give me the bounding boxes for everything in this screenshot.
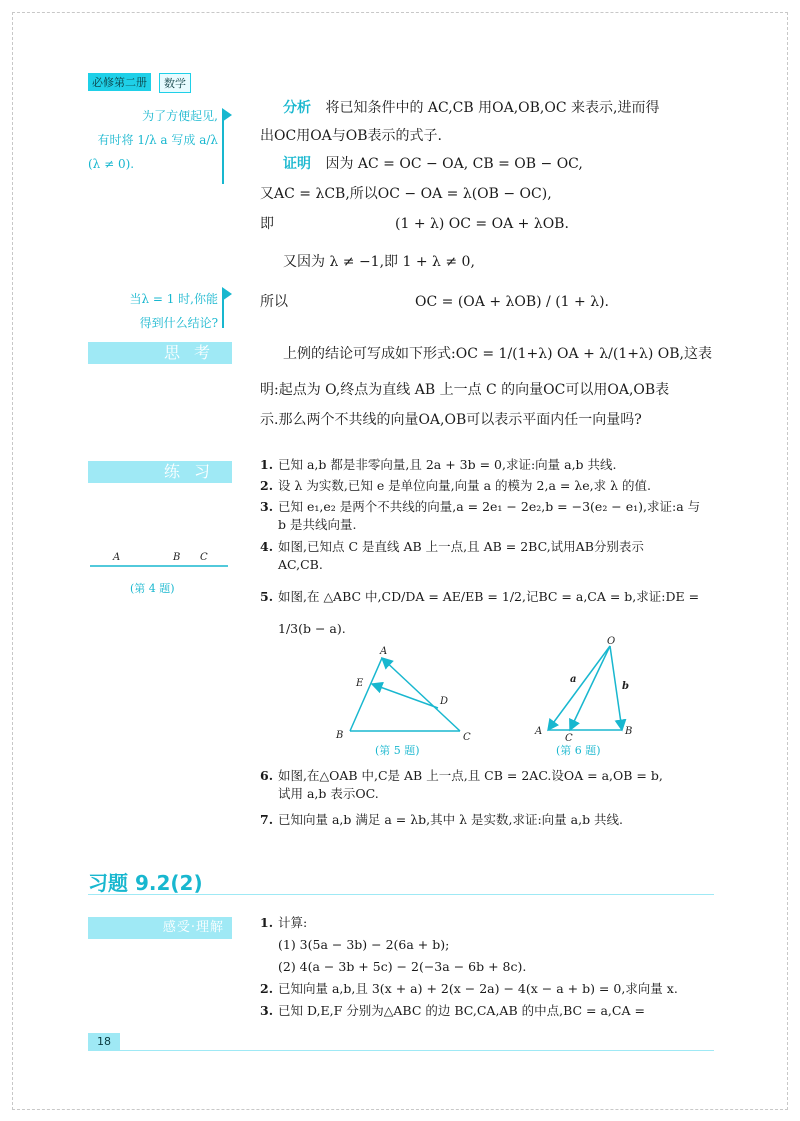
- list-item: [260, 811, 720, 829]
- item-text: 如图,已知点 C 是直线 AB 上一点,且 AB = 2BC,试用AB分别表示: [278, 539, 644, 554]
- think-line-1: 上例的结论可写成如下形式:OC = 1/(1+λ) OA + λ/(1+λ) OB,这表: [283, 346, 712, 362]
- page-number: 18: [88, 1033, 120, 1051]
- list-item: [260, 556, 720, 574]
- figure-6-caption: (第 6 题): [556, 744, 601, 757]
- analysis-text: 将已知条件中的 AC,CB 用OA,OB,OC 来表示,进而得: [325, 100, 660, 116]
- point-label-a: A: [380, 646, 388, 657]
- list-item: [260, 498, 720, 516]
- item-num: 1.: [260, 915, 274, 930]
- figure-5: [330, 636, 480, 746]
- vector-oa: [548, 646, 610, 730]
- think-line-2: 明:起点为 O,终点为直线 AB 上一点 C 的向量OC可以用OA,OB表: [260, 382, 670, 398]
- list-item: [260, 914, 720, 932]
- list-item: [260, 538, 720, 556]
- book-tag: 必修第二册: [88, 73, 151, 91]
- practice-bar: 练习: [88, 461, 232, 483]
- list-item: [260, 516, 720, 534]
- point-label-b: B: [336, 730, 344, 741]
- item-num: 3.: [260, 499, 274, 514]
- item-text: 已知向量 a,b,且 3(x + a) + 2(x − 2a) − 4(x − a + b) = 0,求向量 x.: [278, 981, 678, 996]
- list-item: [260, 477, 720, 495]
- point-label-a: A: [535, 726, 543, 737]
- list-item: [260, 456, 720, 474]
- vector-label-b: b: [622, 681, 629, 692]
- proof-text: 因为 AC = OC − OA, CB = OB − OC,: [325, 156, 583, 172]
- vector-ob: [610, 646, 622, 730]
- figure-6: [530, 634, 640, 744]
- triangle-marker-icon: [222, 287, 232, 301]
- list-item: [260, 1002, 720, 1020]
- margin-note-line: 得到什么结论?: [139, 316, 218, 330]
- item-text: 设 λ 为实数,已知 e 是单位向量,向量 a 的模为 2,a = λe,求 λ 的值.: [278, 478, 651, 493]
- point-label-a: A: [113, 552, 121, 563]
- item-num: 3.: [260, 1003, 274, 1018]
- list-item: [260, 620, 720, 638]
- list-item: [260, 588, 720, 606]
- item-num: 6.: [260, 768, 274, 783]
- item-text: 试用 a,b 表示OC.: [278, 786, 379, 801]
- point-label-o: O: [607, 636, 616, 647]
- item-text: 1/3(b − a).: [278, 621, 346, 636]
- proof-line-1: [283, 154, 583, 174]
- item-text: AC,CB.: [278, 557, 323, 572]
- proof-label: 证明: [283, 156, 311, 172]
- list-item: [260, 936, 720, 954]
- section-title: 习题 9.2(2): [88, 871, 203, 895]
- figure-5-caption: (第 5 题): [375, 744, 420, 757]
- think-line-3: 示.那么两个不共线的向量OA,OB可以表示平面内任一向量吗?: [260, 412, 642, 428]
- point-label-c: C: [565, 733, 573, 744]
- analysis-line-2: 出OC用OA与OB表示的式子.: [260, 128, 442, 144]
- vector-oc: [570, 646, 610, 730]
- list-item: [260, 958, 720, 976]
- margin-note-line: 当λ = 1 时,你能: [129, 292, 218, 306]
- item-text: b 是共线向量.: [278, 517, 357, 532]
- item-num: 2.: [260, 981, 274, 996]
- margin-bracket: [222, 114, 224, 184]
- item-text: 已知 D,E,F 分别为△ABC 的边 BC,CA,AB 的中点,BC = a,CA =: [278, 1003, 645, 1018]
- triangle-marker-icon: [222, 108, 232, 122]
- item-num: 2.: [260, 478, 274, 493]
- list-item: [260, 767, 720, 785]
- practice-list-2: [260, 767, 720, 829]
- subject-tag: 数学: [159, 73, 191, 93]
- proof-line-3-label: 即: [260, 216, 274, 232]
- item-text: (2) 4(a − 3b + 5c) − 2(−3a − 6b + 8c).: [278, 959, 527, 974]
- list-item: [260, 785, 720, 803]
- item-text: (1) 3(5a − 3b) − 2(6a + b);: [278, 937, 450, 952]
- item-num: 4.: [260, 539, 274, 554]
- point-label-e: E: [356, 678, 364, 689]
- proof-line-2: 又AC = λCB,所以OC − OA = λ(OB − OC),: [260, 186, 552, 202]
- item-num: 5.: [260, 589, 274, 604]
- exercise-list: [260, 914, 720, 1020]
- point-label-b: B: [625, 726, 633, 737]
- item-text: 如图,在△OAB 中,C是 AB 上一点,且 CB = 2AC.设OA = a,OB = b,: [278, 768, 663, 783]
- margin-note-line: (λ ≠ 0).: [88, 157, 135, 171]
- item-text: 已知 a,b 都是非零向量,且 2a + 3b = 0,求证:向量 a,b 共线.: [278, 457, 617, 472]
- point-label-b: B: [173, 552, 181, 563]
- list-item: [260, 980, 720, 998]
- analysis-line-1: [283, 98, 659, 118]
- point-label-d: D: [440, 696, 449, 707]
- item-num: 1.: [260, 457, 274, 472]
- item-text: 已知向量 a,b 满足 a = λb,其中 λ 是实数,求证:向量 a,b 共线.: [278, 812, 624, 827]
- vector-label-a: a: [570, 674, 577, 685]
- figure-4-caption: (第 4 题): [130, 582, 175, 595]
- margin-note-line: 有时将 1/λ a 写成 a/λ: [97, 133, 218, 147]
- footer-rule: [120, 1050, 714, 1051]
- proof-line-3-formula: (1 + λ) OC = OA + λOB.: [395, 216, 569, 232]
- point-label-c: C: [200, 552, 208, 563]
- margin-note-2: [88, 287, 218, 335]
- vector-de: [372, 684, 438, 708]
- think-bar: 思考: [88, 342, 232, 364]
- margin-note-line: 为了方便起见,: [142, 109, 218, 123]
- point-label-c: C: [463, 732, 471, 743]
- analysis-label: 分析: [283, 100, 311, 116]
- item-text: 已知 e₁,e₂ 是两个不共线的向量,a = 2e₁ − 2e₂,b = −3(e₂ − e₁),求证:a 与: [278, 499, 701, 514]
- item-text: 如图,在 △ABC 中,CD/DA = AE/EB = 1/2,记BC = a,CA = b,求证:DE =: [278, 589, 700, 604]
- proof-line-4: 又因为 λ ≠ −1,即 1 + λ ≠ 0,: [283, 254, 475, 270]
- section-rule: [88, 894, 714, 895]
- vector-ca: [382, 658, 460, 731]
- margin-note-1: [88, 104, 218, 176]
- understanding-bar: 感受·理解: [88, 917, 232, 939]
- proof-line-5-formula: OC = (OA + λOB) / (1 + λ).: [415, 294, 610, 310]
- side-ba: [350, 658, 382, 731]
- item-text: 计算:: [278, 915, 308, 930]
- practice-list: [260, 456, 720, 638]
- item-num: 7.: [260, 812, 274, 827]
- proof-line-5-label: 所以: [260, 294, 288, 310]
